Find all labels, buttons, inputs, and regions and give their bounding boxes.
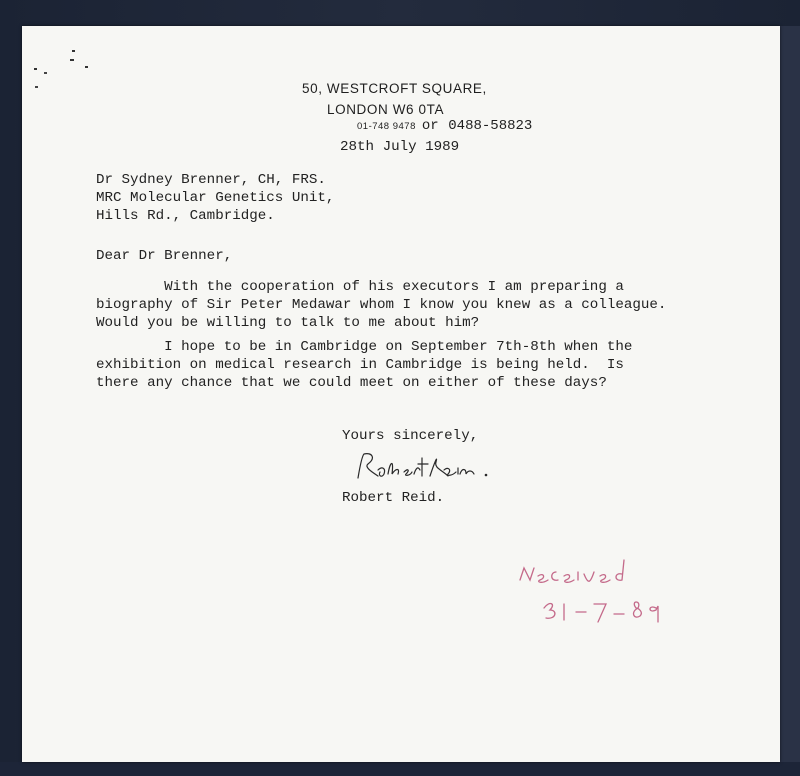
recipient-line2: MRC Molecular Genetics Unit, (96, 190, 335, 206)
signed-name: Robert Reid. (342, 490, 445, 506)
backing-bottom-edge (0, 762, 800, 776)
letterhead-phone1: 01-748 9478 (357, 121, 416, 132)
letterhead-address-line2: LONDON W6 0TA (327, 102, 445, 117)
salutation: Dear Dr Brenner, (96, 248, 233, 264)
body-paragraph-1: With the cooperation of his executors I am preparing a biography of Sir Peter Medawar whom I know you knew as a colleague. Would you be willing to talk to me about him? (96, 279, 667, 331)
punch-marks (30, 48, 100, 98)
letter-date: 28th July 1989 (340, 139, 460, 155)
letterhead-address-line1: 50, WESTCROFT SQUARE, (302, 81, 487, 96)
recipient-address (96, 171, 334, 225)
letter-page (22, 26, 780, 762)
recipient-line3: Hills Rd., Cambridge. (96, 208, 275, 224)
letterhead-phone-or: or (421, 118, 439, 134)
body-paragraph-2: I hope to be in Cambridge on September 7th-8th when the exhibition on medical research in Cambridge is being held. Is there any chance that we could meet on either of these days? (96, 339, 633, 391)
letterhead-phone-line (357, 116, 532, 134)
recipient-line1: Dr Sydney Brenner, CH, FRS. (96, 172, 326, 188)
closing: Yours sincerely, (342, 428, 479, 444)
backing-right-edge (780, 26, 800, 762)
received-annotation (510, 558, 670, 628)
letterhead-phone2: 0488-58823 (448, 118, 533, 134)
handwritten-signature (352, 448, 492, 486)
